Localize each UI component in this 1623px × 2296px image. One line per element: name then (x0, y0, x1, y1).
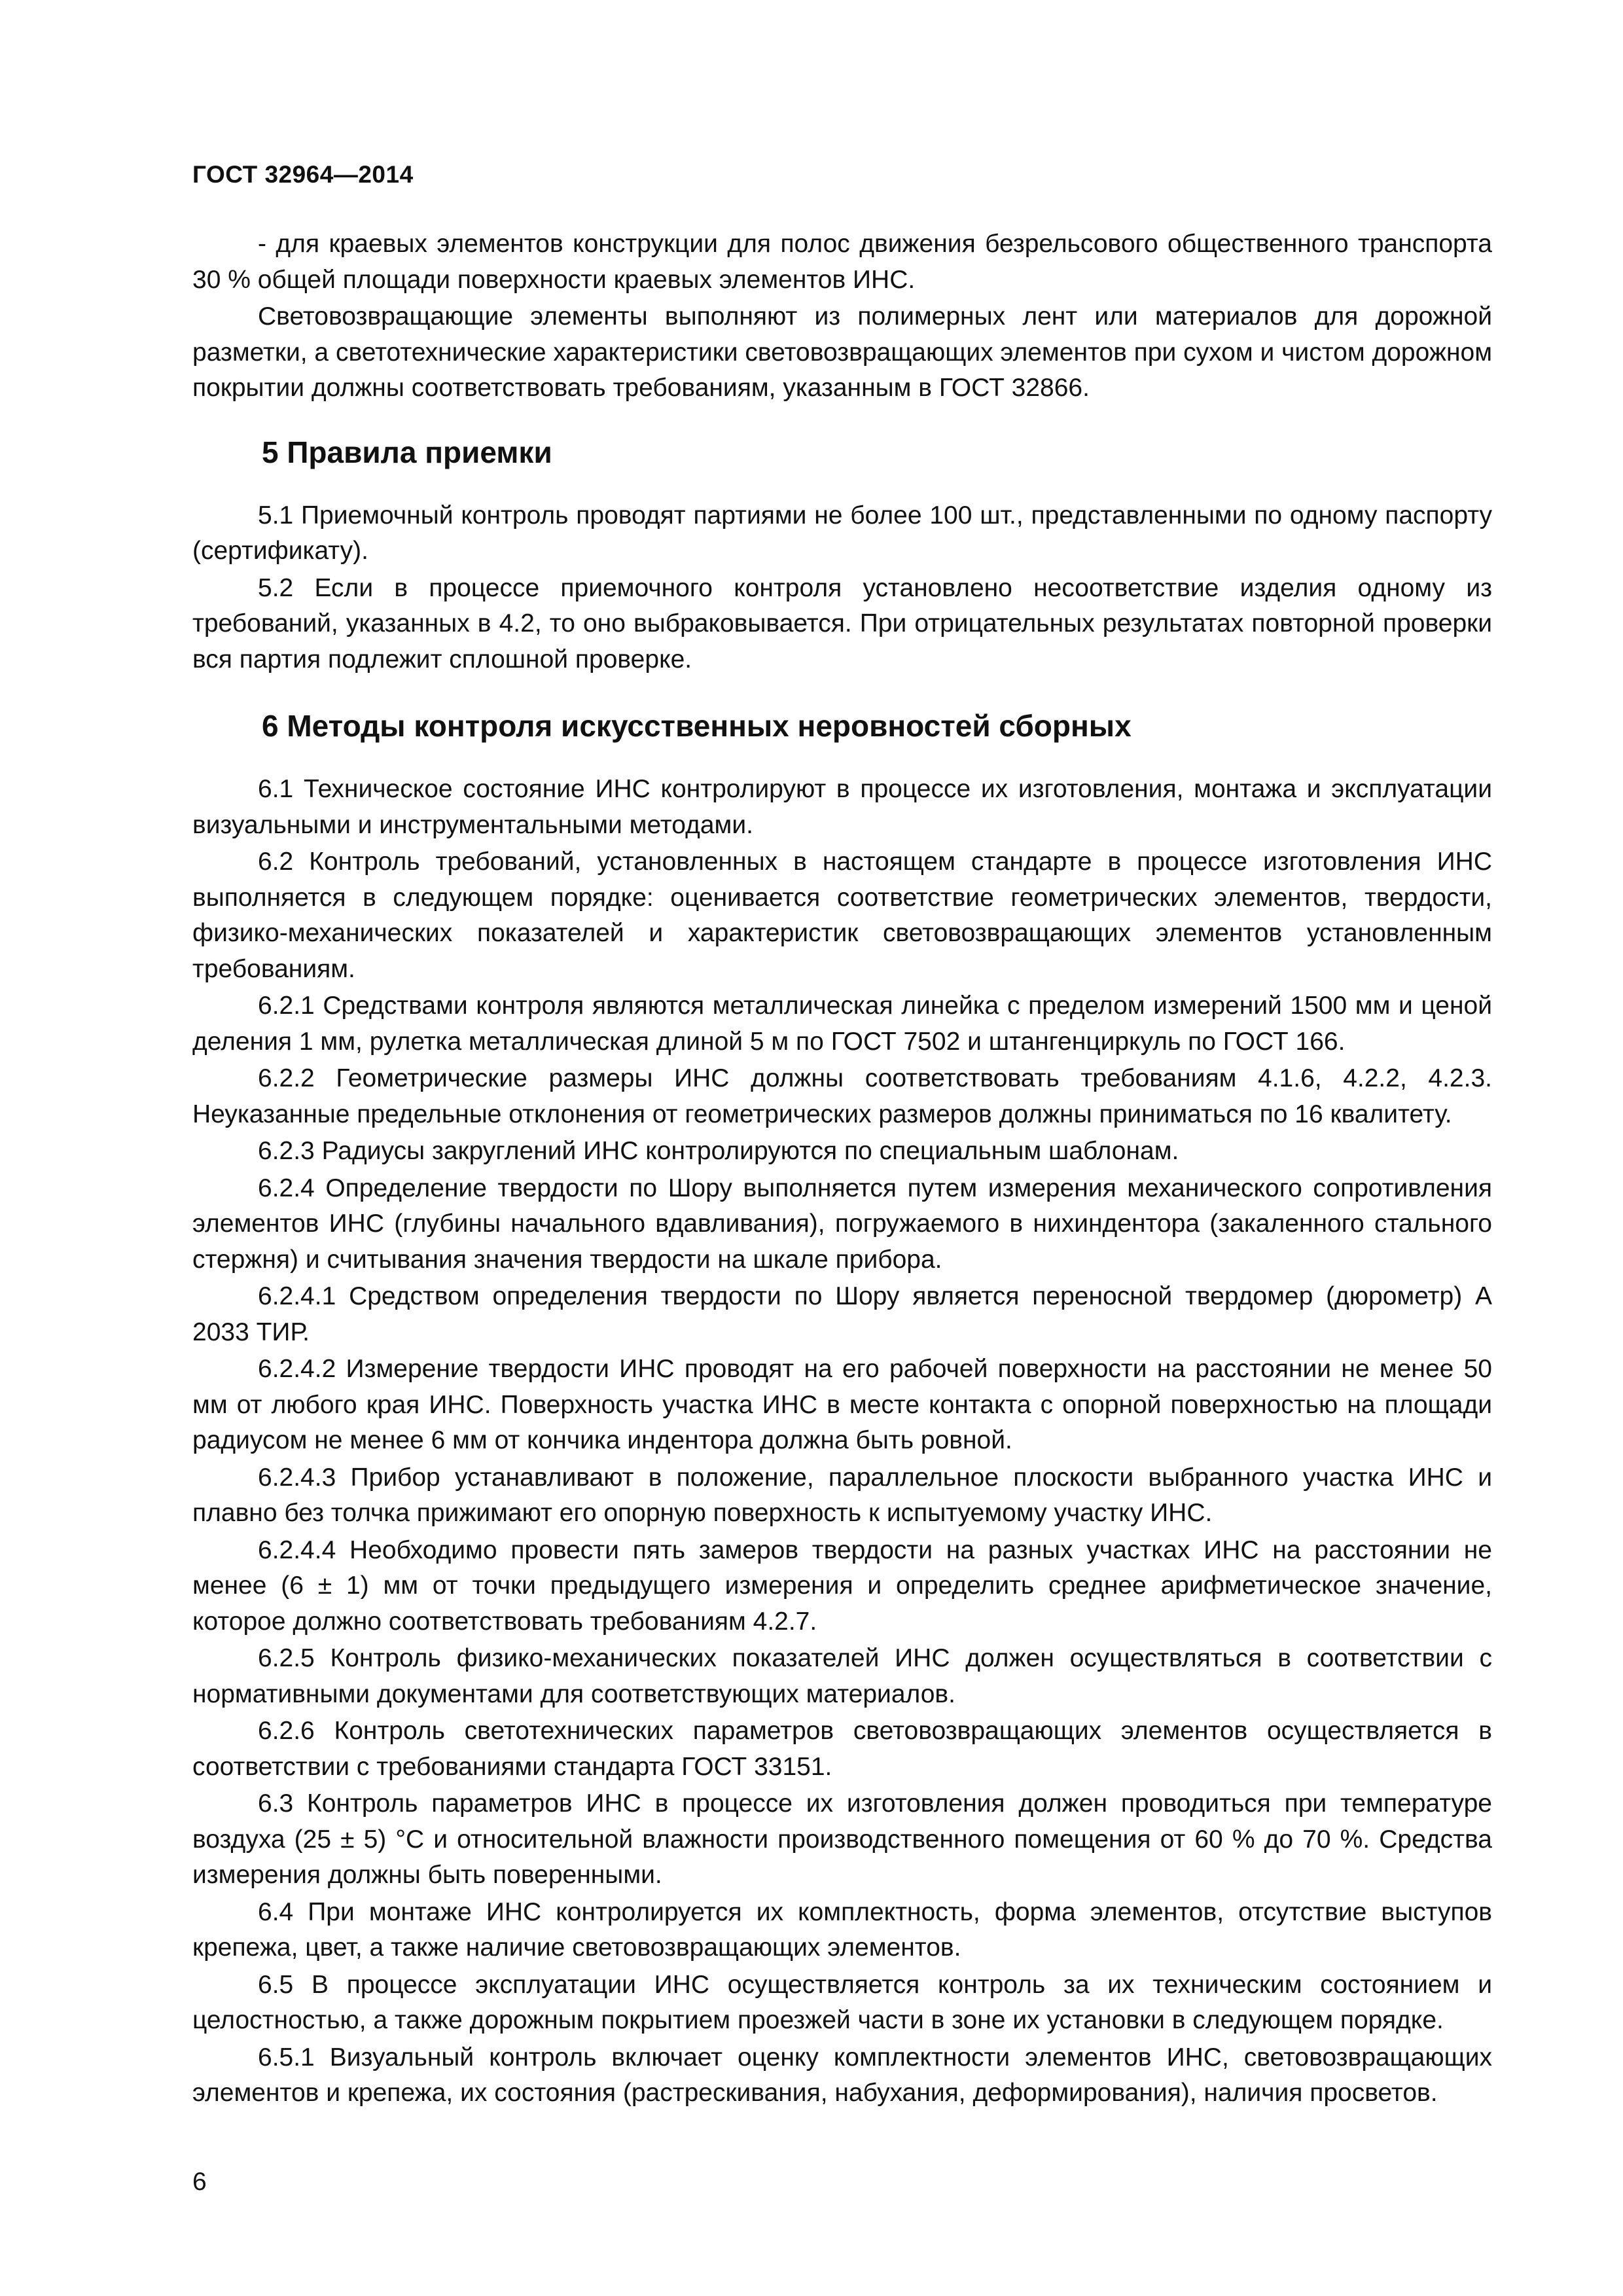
paragraph: 5.2 Если в процессе приемочного контроля установлено несоответствие изделия одному из требований, указанных в 4.2, то оно выбраковывается. При отрицательных результатах повторной проверки вся партия подлежит сплошной проверке. (192, 573, 1492, 673)
paragraph: 6.2.4.1 Средством определения твердости по Шору является переносной твердомер (дюрометр) А 2033 ТИР. (192, 1282, 1492, 1346)
paragraph: 6.2.4.2 Измерение твердости ИНС проводят на его рабочей поверхности на расстоянии не менее 50 мм от любого края ИНС. Поверхность участка ИНС в месте контакта с опорной поверхностью на площади радиусом не менее 6 мм от кончика индентора должна быть ровной. (192, 1355, 1492, 1454)
paragraph: 6.2.4.3 Прибор устанавливают в положение, параллельное плоскости выбранного участка ИНС и плавно без толчка прижимают его опорную поверхность к испытуемому участку ИНС. (192, 1463, 1492, 1527)
paragraph: 6.5.1 Визуальный контроль включает оценку комплектности элементов ИНС, световозвращающих элементов и крепежа, их состояния (растрескивания, набухания, деформирования), наличия просветов. (192, 2043, 1492, 2107)
paragraph: Световозвращающие элементы выполняют из полимерных лент или материалов для дорожной разметки, а светотехнические характеристики световозвращающих элементов при сухом и чистом дорожном покрытии должны соответствовать требованиям, указанным в ГОСТ 32866. (192, 302, 1492, 402)
paragraph: 6.2.6 Контроль светотехнических параметров световозвращающих элементов осуществляется в соответствии с требованиями стандарта ГОСТ 33151. (192, 1717, 1492, 1781)
paragraph: 6.5 В процессе эксплуатации ИНС осуществляется контроль за их техническим состоянием и целостностью, а также дорожным покрытием проезжей части в зоне их установки в следующем порядке. (192, 1970, 1492, 2034)
paragraph: 6.3 Контроль параметров ИНС в процессе их изготовления должен проводиться при температуре воздуха (25 ± 5) °С и относительной влажности производственного помещения от 60 % до 70 %. Средства измерения должны быть поверенными. (192, 1789, 1492, 1889)
paragraph: 6.2.1 Средствами контроля являются металлическая линейка с пределом измерений 1500 мм и ценой деления 1 мм, рулетка металлическая длиной 5 м по ГОСТ 7502 и штангенциркуль по ГОСТ 166. (192, 992, 1492, 1056)
paragraph: 6.2.4 Определение твердости по Шору выполняется путем измерения механического сопротивления элементов ИНС (глубины начального вдавливания), погружаемого в нихиндентора (закаленного стального стержня) и считывания значения твердости на шкале прибора. (192, 1174, 1492, 1274)
paragraph: 5.1 Приемочный контроль проводят партиями не более 100 шт., представленными по одному паспорту (сертификату). (192, 501, 1492, 565)
section-6-heading: 6 Методы контроля искусственных неровностей сборных (262, 709, 1132, 743)
page-content (192, 226, 1492, 2111)
paragraph: 6.2.3 Радиусы закруглений ИНС контролируются по специальным шаблонам. (258, 1137, 1179, 1165)
section-5-heading: 5 Правила приемки (262, 435, 552, 469)
document-code: ГОСТ 32964—2014 (192, 161, 414, 188)
paragraph: 6.2 Контроль требований, установленных в настоящем стандарте в процессе изготовления ИНС выполняется в следующем порядке: оценивается соответствие геометрических элементов, твердости, физико-механических показателей и характеристик световозвращающих элементов установленным требованиям. (192, 848, 1492, 983)
paragraph: 6.4 При монтаже ИНС контролируется их комплектность, форма элементов, отсутствие выступов крепежа, цвет, а также наличие световозвращающих элементов. (192, 1897, 1492, 1962)
paragraph: 6.2.4.4 Необходимо провести пять замеров твердости на разных участках ИНС на расстоянии не менее (6 ± 1) мм от точки предыдущего измерения и определить среднее арифметическое значение, которое должно соответствовать требованиям 4.2.7. (192, 1535, 1492, 1636)
page-number: 6 (192, 2168, 207, 2196)
paragraph: 6.1 Техническое состояние ИНС контролируют в процессе их изготовления, монтажа и эксплуатации визуальными и инструментальными методами. (192, 775, 1492, 839)
paragraph: - для краевых элементов конструкции для полос движения безрельсового общественного транспорта 30 % общей площади поверхности краевых элементов ИНС. (192, 230, 1492, 294)
paragraph: 6.2.2 Геометрические размеры ИНС должны соответствовать требованиям 4.1.6, 4.2.2, 4.2.3. Неуказанные предельные отклонения от геометрических размеров должны приниматься по 16 квалитету. (192, 1064, 1492, 1128)
paragraph: 6.2.5 Контроль физико-механических показателей ИНС должен осуществляться в соответствии с нормативными документами для соответствующих материалов. (192, 1644, 1492, 1708)
